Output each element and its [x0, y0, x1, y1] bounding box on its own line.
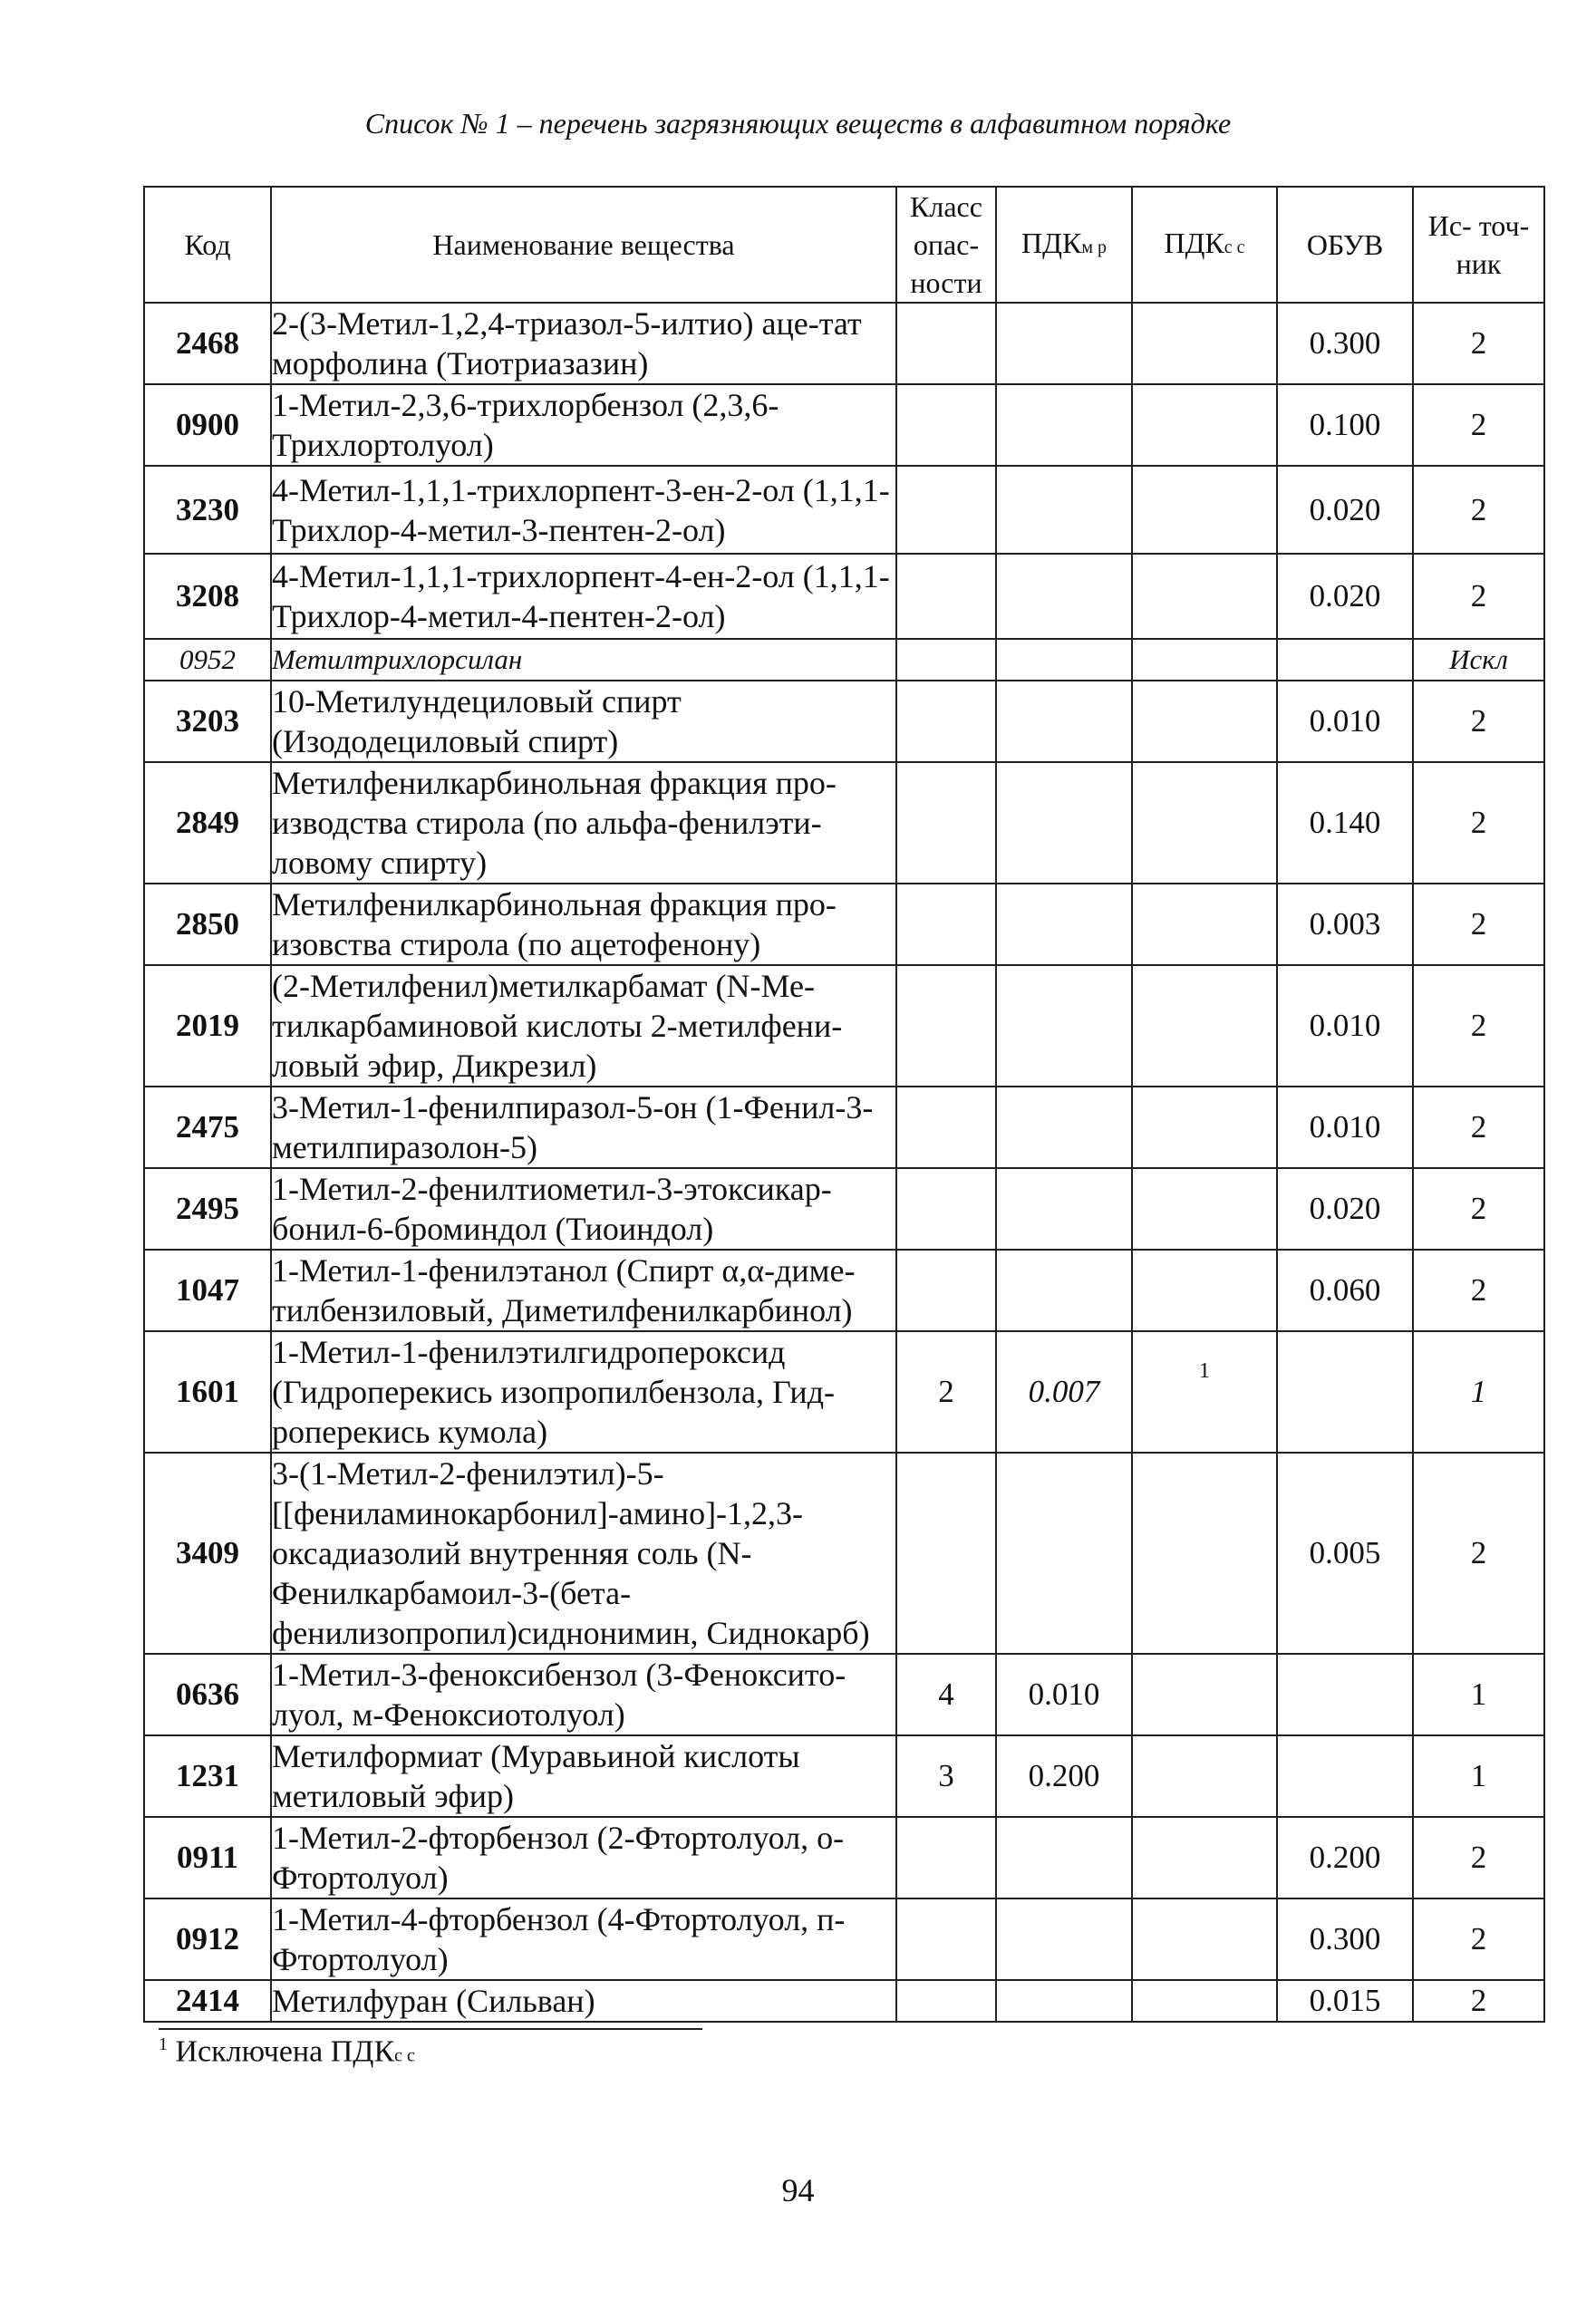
row-hazard-class: [896, 384, 996, 466]
row-hazard-class: [896, 1087, 996, 1168]
row-source: 2: [1413, 884, 1544, 965]
row-name: 1-Метил-4-фторбензол (4-Фтортолуол, п-Фтортолуол): [271, 1898, 896, 1980]
row-pdk-mr: [996, 1817, 1132, 1898]
row-source: 2: [1413, 303, 1544, 384]
row-hazard-class: [896, 1453, 996, 1654]
row-pdk-ss: [1132, 1817, 1277, 1898]
row-hazard-class: [896, 639, 996, 681]
row-pdk-mr: [996, 384, 1132, 466]
header-obuv: ОБУВ: [1277, 187, 1413, 303]
row-name: Метилфуран (Сильван): [271, 1980, 896, 2022]
table-row: [144, 762, 1544, 884]
row-obuv: 0.003: [1277, 884, 1413, 965]
header-pdk-mr-base: ПДК: [1021, 226, 1082, 259]
row-name: 3-Метил-1-фенилпиразол-5-он (1-Фенил-3-метилпиразолон-5): [271, 1087, 896, 1168]
row-hazard-class: [896, 884, 996, 965]
row-source: Искл: [1413, 639, 1544, 681]
header-code: Код: [144, 187, 271, 303]
table-header-row: [144, 187, 1544, 303]
row-code: 2849: [144, 762, 271, 884]
row-name: Метилфенилкарбинольная фракция про-изводства стирола (по альфа-фенилэти-ловому спирту): [271, 762, 896, 884]
row-hazard-class: [896, 1898, 996, 1980]
row-pdk-mr: [996, 762, 1132, 884]
table-row: [144, 884, 1544, 965]
footnote-text: Исключена ПДК: [175, 2034, 395, 2069]
row-pdk-mr: [996, 1898, 1132, 1980]
row-source: 2: [1413, 1250, 1544, 1331]
row-obuv: 0.200: [1277, 1817, 1413, 1898]
row-pdk-ss: [1132, 1980, 1277, 2022]
row-obuv: 0.100: [1277, 384, 1413, 466]
row-source: 1: [1413, 1654, 1544, 1735]
page-title: Список № 1 – перечень загрязняющих веществ в алфавитном порядке: [364, 107, 1232, 140]
table-row: [144, 1453, 1544, 1654]
row-pdk-ss: [1132, 303, 1277, 384]
row-name: 1-Метил-2-фторбензол (2-Фтортолуол, о-Фтортолуол): [271, 1817, 896, 1898]
row-obuv: 0.005: [1277, 1453, 1413, 1654]
row-code: 0952: [144, 639, 271, 681]
row-pdk-mr: 0.010: [996, 1654, 1132, 1735]
row-name: 4-Метил-1,1,1-трихлорпент-3-ен-2-ол (1,1,1-Трихлор-4-метил-3-пентен-2-ол): [271, 466, 896, 554]
header-pdk-mr: [996, 187, 1132, 303]
row-code: 0900: [144, 384, 271, 466]
footnote: [159, 2034, 415, 2069]
row-pdk-mr: [996, 1453, 1132, 1654]
row-source: 2: [1413, 554, 1544, 639]
row-obuv: [1277, 1735, 1413, 1817]
row-pdk-ss: [1132, 1898, 1277, 1980]
row-hazard-class: [896, 762, 996, 884]
row-name: 3-(1-Метил-2-фенилэтил)-5-[[фениламинокарбонил]-амино]-1,2,3-оксадиазолий внутренняя соль (N-Фенилкарбамоил-3-(бета-фенилизопропил)сиднонимин, Сиднокарб): [271, 1453, 896, 1654]
row-pdk-mr: 0.007: [996, 1331, 1132, 1453]
row-pdk-ss: [1132, 1654, 1277, 1735]
row-name: (2-Метилфенил)метилкарбамат (N-Ме-тилкарбаминовой кислоты 2-метилфени-ловый эфир, Дикрезил): [271, 965, 896, 1087]
row-code: 3409: [144, 1453, 271, 1654]
row-pdk-ss: [1132, 965, 1277, 1087]
row-hazard-class: [896, 1168, 996, 1250]
row-source: 2: [1413, 1168, 1544, 1250]
table-row: [144, 681, 1544, 762]
row-source: 2: [1413, 1453, 1544, 1654]
row-name: Метилфенилкарбинольная фракция про-изовства стирола (по ацетофенону): [271, 884, 896, 965]
row-source: 2: [1413, 1087, 1544, 1168]
row-hazard-class: [896, 1980, 996, 2022]
row-hazard-class: [896, 554, 996, 639]
row-code: 2495: [144, 1168, 271, 1250]
row-pdk-mr: [996, 1168, 1132, 1250]
footnote-marker: 1: [159, 2034, 168, 2054]
row-obuv: 0.010: [1277, 965, 1413, 1087]
row-name: 1-Метил-3-феноксибензол (3-Феноксито-луол, м-Феноксиотолуол): [271, 1654, 896, 1735]
row-code: 2414: [144, 1980, 271, 2022]
row-name: 2-(3-Метил-1,2,4-триазол-5-илтио) аце-тат морфолина (Тиотриазазин): [271, 303, 896, 384]
row-obuv: [1277, 639, 1413, 681]
row-obuv: 0.060: [1277, 1250, 1413, 1331]
row-name: Метилформиат (Муравьиной кислоты метиловый эфир): [271, 1735, 896, 1817]
row-code: 2468: [144, 303, 271, 384]
table-row: [144, 1817, 1544, 1898]
row-source: 2: [1413, 466, 1544, 554]
row-obuv: 0.300: [1277, 303, 1413, 384]
row-pdk-ss: [1132, 384, 1277, 466]
header-name: Наименование вещества: [271, 187, 896, 303]
row-obuv: 0.015: [1277, 1980, 1413, 2022]
row-source: 2: [1413, 681, 1544, 762]
row-code: 3208: [144, 554, 271, 639]
header-source: Ис- точ- ник: [1413, 187, 1544, 303]
row-obuv: 0.010: [1277, 1087, 1413, 1168]
row-pdk-mr: [996, 1250, 1132, 1331]
row-obuv: 0.010: [1277, 681, 1413, 762]
substances-table: [143, 186, 1545, 2023]
row-source: 2: [1413, 1980, 1544, 2022]
row-pdk-mr: [996, 1087, 1132, 1168]
row-source: 1: [1413, 1331, 1544, 1453]
row-pdk-mr: [996, 965, 1132, 1087]
row-hazard-class: [896, 965, 996, 1087]
row-pdk-mr: [996, 1980, 1132, 2022]
row-source: 1: [1413, 1735, 1544, 1817]
row-pdk-ss: [1132, 1250, 1277, 1331]
row-obuv: 0.020: [1277, 1168, 1413, 1250]
row-pdk-ss: [1132, 1453, 1277, 1654]
row-code: 3203: [144, 681, 271, 762]
row-pdk-ss: [1132, 466, 1277, 554]
row-name: 1-Метил-1-фенилэтилгидропероксид (Гидроперекись изопропилбензола, Гид-роперекись кумола): [271, 1331, 896, 1453]
row-obuv: 0.020: [1277, 466, 1413, 554]
row-pdk-ss: [1132, 681, 1277, 762]
row-code: 2850: [144, 884, 271, 965]
row-source: 2: [1413, 762, 1544, 884]
row-code: 1231: [144, 1735, 271, 1817]
table-row: [144, 1087, 1544, 1168]
row-obuv: 0.020: [1277, 554, 1413, 639]
row-obuv: 0.300: [1277, 1898, 1413, 1980]
row-obuv: 0.140: [1277, 762, 1413, 884]
row-code: 2475: [144, 1087, 271, 1168]
row-hazard-class: 2: [896, 1331, 996, 1453]
row-pdk-ss: [1132, 1735, 1277, 1817]
header-pdk-ss-sub: с с: [1224, 237, 1245, 257]
row-name: 1-Метил-1-фенилэтанол (Спирт α,α-диме-тилбензиловый, Диметилфенилкарбинол): [271, 1250, 896, 1331]
row-pdk-mr: [996, 681, 1132, 762]
row-pdk-ss: [1132, 884, 1277, 965]
row-hazard-class: [896, 303, 996, 384]
table-row: [144, 466, 1544, 554]
row-obuv: [1277, 1331, 1413, 1453]
table-row: [144, 639, 1544, 681]
row-pdk-ss: 1: [1132, 1331, 1277, 1453]
table-row: [144, 384, 1544, 466]
row-code: 3230: [144, 466, 271, 554]
row-hazard-class: 3: [896, 1735, 996, 1817]
table-row: [144, 1898, 1544, 1980]
row-source: 2: [1413, 965, 1544, 1087]
header-pdk-mr-sub: м р: [1081, 237, 1107, 257]
row-pdk-ss: [1132, 554, 1277, 639]
footnote-divider: [159, 2028, 702, 2030]
row-code: 0912: [144, 1898, 271, 1980]
table-row: [144, 1980, 1544, 2022]
row-name: 1-Метил-2,3,6-трихлорбензол (2,3,6-Трихлортолуол): [271, 384, 896, 466]
row-name: 4-Метил-1,1,1-трихлорпент-4-ен-2-ол (1,1,1-Трихлор-4-метил-4-пентен-2-ол): [271, 554, 896, 639]
row-hazard-class: [896, 1250, 996, 1331]
row-pdk-ss: [1132, 639, 1277, 681]
row-pdk-mr: 0.200: [996, 1735, 1132, 1817]
row-code: 1601: [144, 1331, 271, 1453]
header-pdk-ss: [1132, 187, 1277, 303]
row-hazard-class: [896, 466, 996, 554]
row-hazard-class: 4: [896, 1654, 996, 1735]
table-row: [144, 1168, 1544, 1250]
row-hazard-class: [896, 1817, 996, 1898]
row-pdk-ss: [1132, 1087, 1277, 1168]
row-pdk-mr: [996, 466, 1132, 554]
row-pdk-mr: [996, 554, 1132, 639]
row-code: 0636: [144, 1654, 271, 1735]
table-row: [144, 554, 1544, 639]
header-hazard-class: Класс опас- ности: [896, 187, 996, 303]
row-name: 1-Метил-2-фенилтиометил-3-этоксикар-бонил-6-броминдол (Тиоиндол): [271, 1168, 896, 1250]
row-source: 2: [1413, 1817, 1544, 1898]
table-row: [144, 1331, 1544, 1453]
row-code: 0911: [144, 1817, 271, 1898]
row-code: 2019: [144, 965, 271, 1087]
table-body: [144, 303, 1544, 2022]
row-hazard-class: [896, 681, 996, 762]
row-pdk-mr: [996, 639, 1132, 681]
row-source: 2: [1413, 1898, 1544, 1980]
row-pdk-mr: [996, 884, 1132, 965]
table-row: [144, 303, 1544, 384]
row-name: Метилтрихлорсилан: [271, 639, 896, 681]
table-row: [144, 965, 1544, 1087]
row-name: 10-Метилундециловый спирт (Изододециловый спирт): [271, 681, 896, 762]
row-source: 2: [1413, 384, 1544, 466]
page-number: 94: [781, 2172, 815, 2208]
row-code: 1047: [144, 1250, 271, 1331]
table-row: [144, 1654, 1544, 1735]
row-obuv: [1277, 1654, 1413, 1735]
row-pdk-ss: [1132, 1168, 1277, 1250]
footnote-sub: с с: [394, 2045, 415, 2066]
table-row: [144, 1735, 1544, 1817]
row-pdk-mr: [996, 303, 1132, 384]
row-pdk-ss: [1132, 762, 1277, 884]
header-pdk-ss-base: ПДК: [1164, 226, 1224, 259]
table-row: [144, 1250, 1544, 1331]
